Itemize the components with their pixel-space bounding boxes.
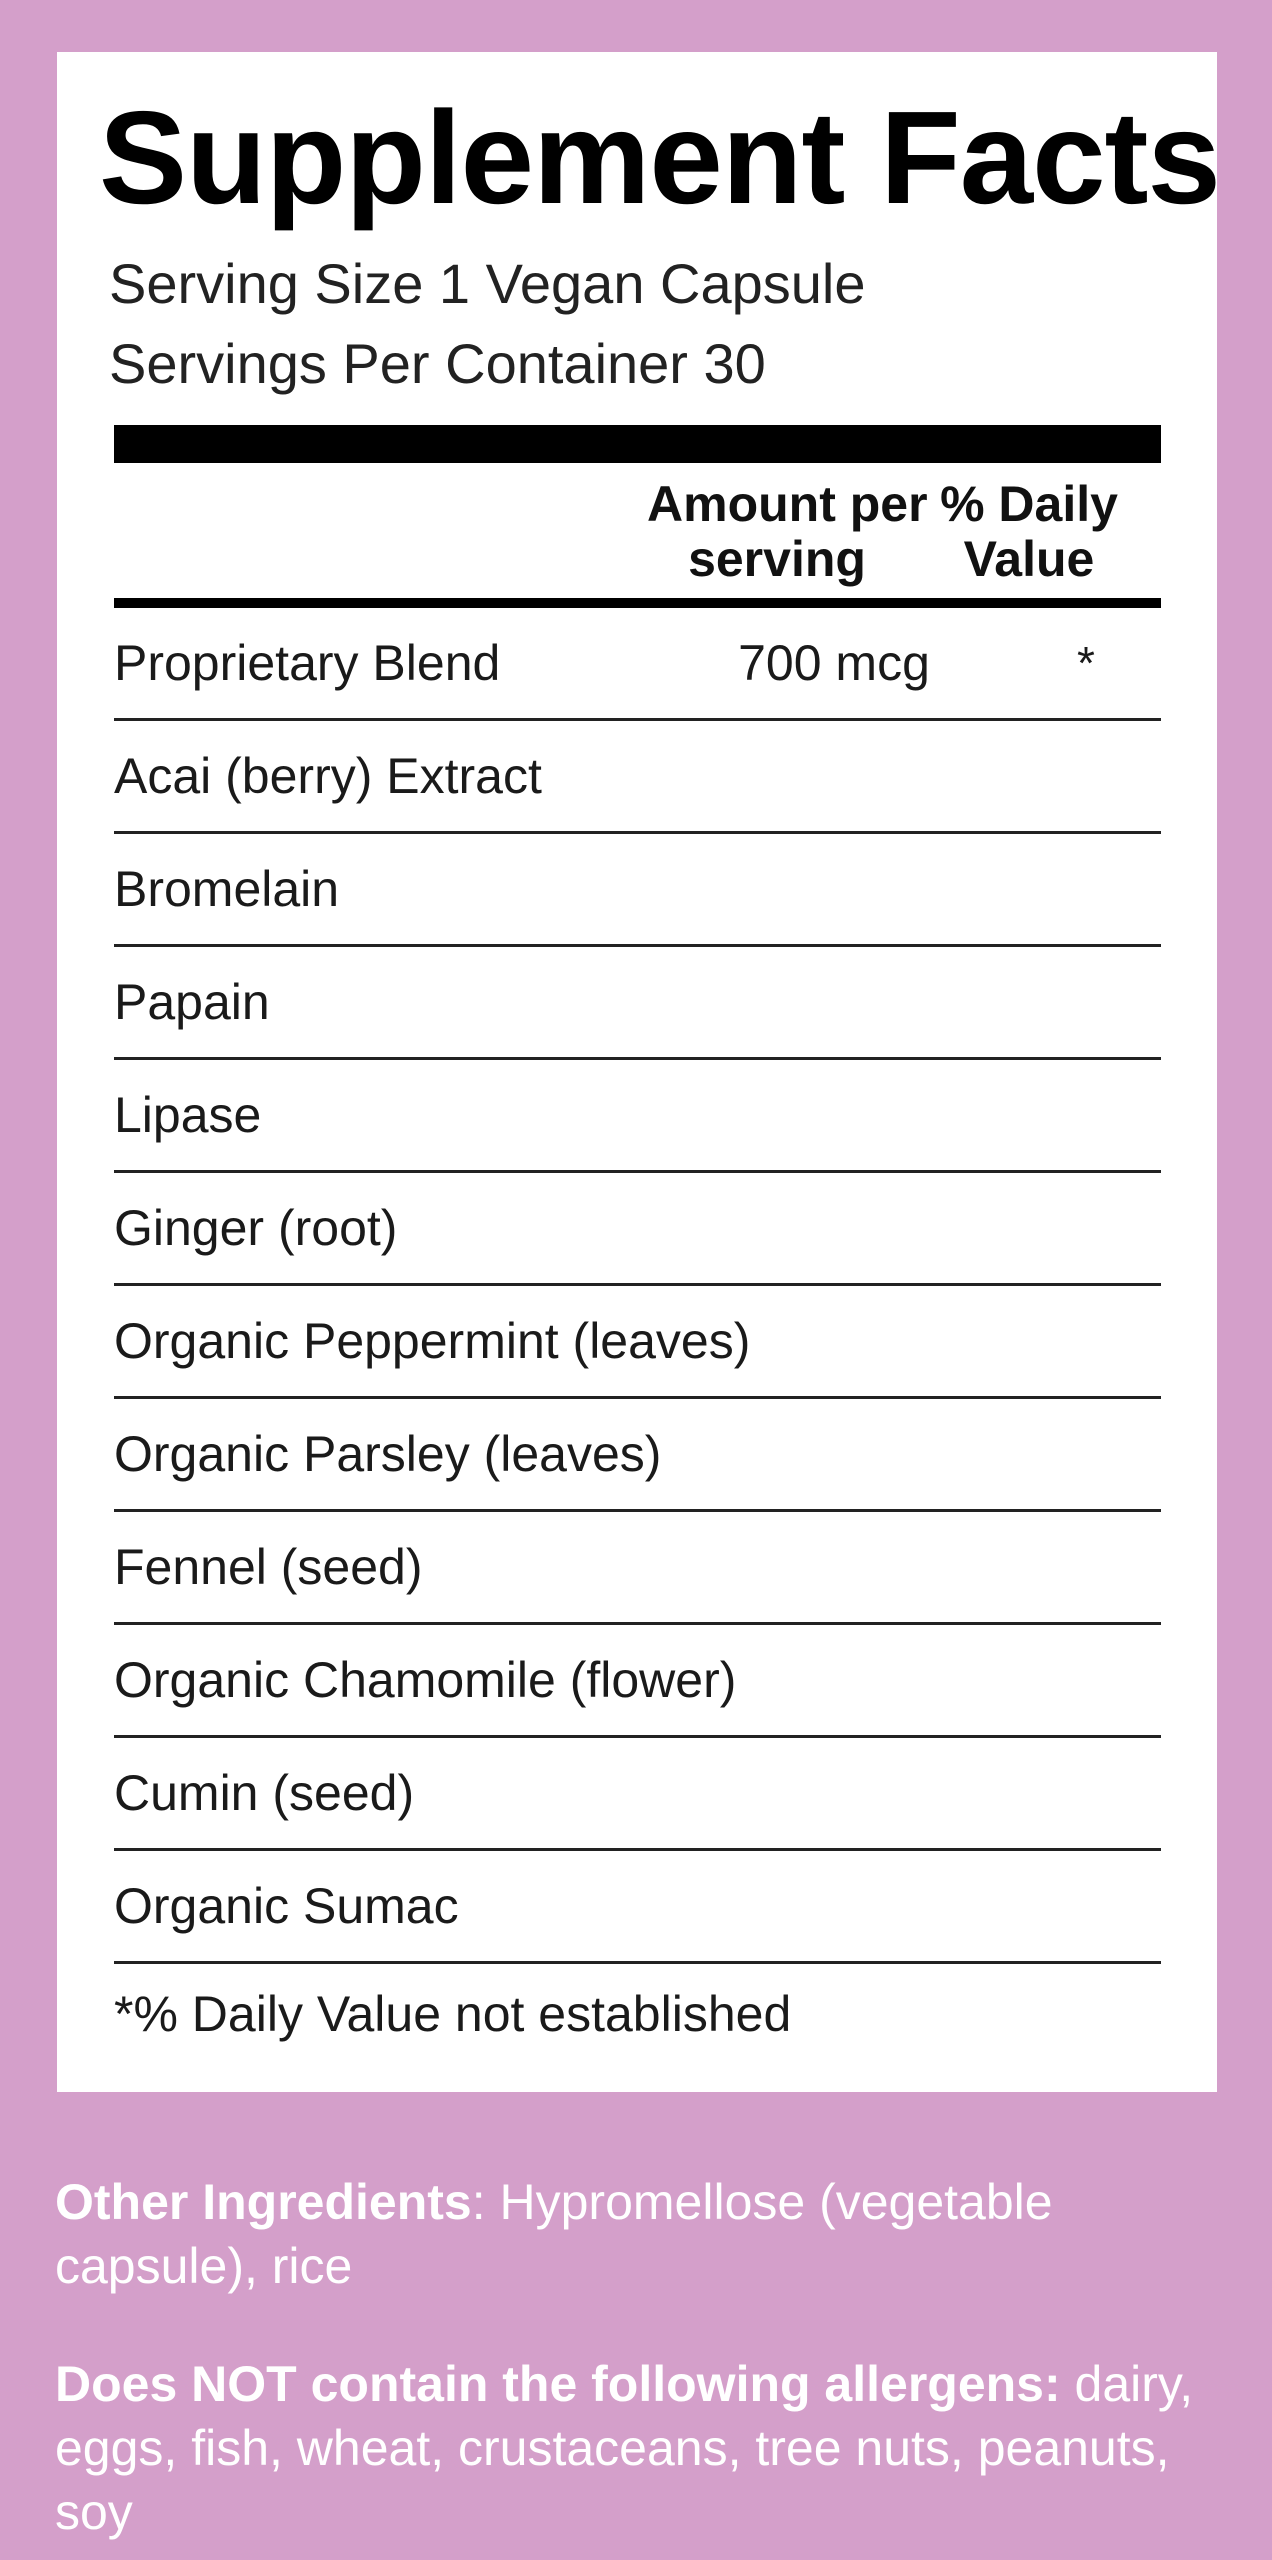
ingredient-amount — [704, 1625, 964, 1735]
ingredient-daily-value — [976, 1173, 1196, 1283]
table-row — [114, 947, 1161, 1060]
table-row — [114, 608, 1161, 721]
ingredient-daily-value — [976, 834, 1196, 944]
ingredient-amount: 700 mcg — [738, 635, 930, 691]
ingredient-name: Bromelain — [114, 861, 340, 917]
header-amount-line1: Amount per — [647, 476, 928, 532]
table-row — [114, 1060, 1161, 1173]
ingredient-amount — [704, 1512, 964, 1622]
ingredient-amount — [704, 1173, 964, 1283]
ingredient-name: Acai (berry) Extract — [114, 748, 542, 804]
other-ingredients-label: Other Ingredients — [55, 2174, 472, 2230]
ingredient-daily-value — [976, 1286, 1196, 1396]
table-row — [114, 1173, 1161, 1286]
table-row — [114, 1851, 1161, 1964]
ingredient-amount — [704, 1399, 964, 1509]
table-row — [114, 1399, 1161, 1512]
other-ingredients — [55, 2170, 1205, 2298]
allergens-text: dairy, eggs, fish, wheat, crustaceans, tree nuts, peanuts, soy — [55, 2356, 1194, 2540]
ingredient-name: Organic Chamomile (flower) — [114, 1652, 737, 1708]
ingredient-daily-value — [976, 947, 1196, 1057]
ingredient-daily-value: * — [1077, 637, 1095, 689]
ingredient-name: Cumin (seed) — [114, 1765, 415, 1821]
table-row — [114, 721, 1161, 834]
ingredient-amount — [704, 1738, 964, 1848]
ingredient-amount — [704, 947, 964, 1057]
serving-info — [109, 244, 866, 404]
ingredient-name: Papain — [114, 974, 270, 1030]
ingredient-name: Organic Parsley (leaves) — [114, 1426, 662, 1482]
ingredient-daily-value — [976, 1399, 1196, 1509]
table-row — [114, 1625, 1161, 1738]
ingredient-daily-value — [976, 1060, 1196, 1170]
serving-size: Serving Size 1 Vegan Capsule — [109, 252, 866, 315]
ingredient-daily-value — [976, 1512, 1196, 1622]
ingredient-name: Ginger (root) — [114, 1200, 398, 1256]
ingredient-amount — [704, 1286, 964, 1396]
ingredient-daily-value — [976, 1851, 1196, 1961]
ingredient-amount — [704, 834, 964, 944]
header-dv-line1: % Daily — [940, 476, 1118, 532]
table-row — [114, 1738, 1161, 1851]
other-ingredients-text: : Hypromellose (vegetable capsule), rice — [55, 2174, 1053, 2294]
thick-divider — [114, 425, 1161, 463]
ingredient-daily-value — [976, 721, 1196, 831]
ingredient-amount — [704, 1851, 964, 1961]
ingredient-amount — [704, 721, 964, 831]
header-divider — [114, 598, 1161, 608]
ingredient-name: Organic Sumac — [114, 1878, 459, 1934]
ingredient-name: Organic Peppermint (leaves) — [114, 1313, 751, 1369]
table-row — [114, 834, 1161, 947]
ingredient-daily-value — [976, 1738, 1196, 1848]
ingredient-name: Proprietary Blend — [114, 635, 501, 691]
ingredient-amount — [704, 1060, 964, 1170]
ingredient-name: Fennel (seed) — [114, 1539, 423, 1595]
servings-per-container: Servings Per Container 30 — [109, 332, 766, 395]
header-amount-line2: serving — [688, 531, 866, 587]
ingredient-daily-value — [976, 1625, 1196, 1735]
page-title: Supplement Facts — [99, 84, 1220, 231]
ingredient-table — [114, 608, 1161, 1964]
footnote: *% Daily Value not established — [114, 1986, 792, 2042]
ingredient-name: Lipase — [114, 1087, 262, 1143]
header-daily-value — [919, 477, 1139, 587]
header-amount-per-serving — [647, 476, 928, 587]
header-dv-line2: Value — [963, 531, 1095, 587]
allergens-statement — [55, 2352, 1235, 2544]
table-row — [114, 1512, 1161, 1625]
table-row — [114, 1286, 1161, 1399]
allergens-label: Does NOT contain the following allergens: — [55, 2356, 1061, 2412]
